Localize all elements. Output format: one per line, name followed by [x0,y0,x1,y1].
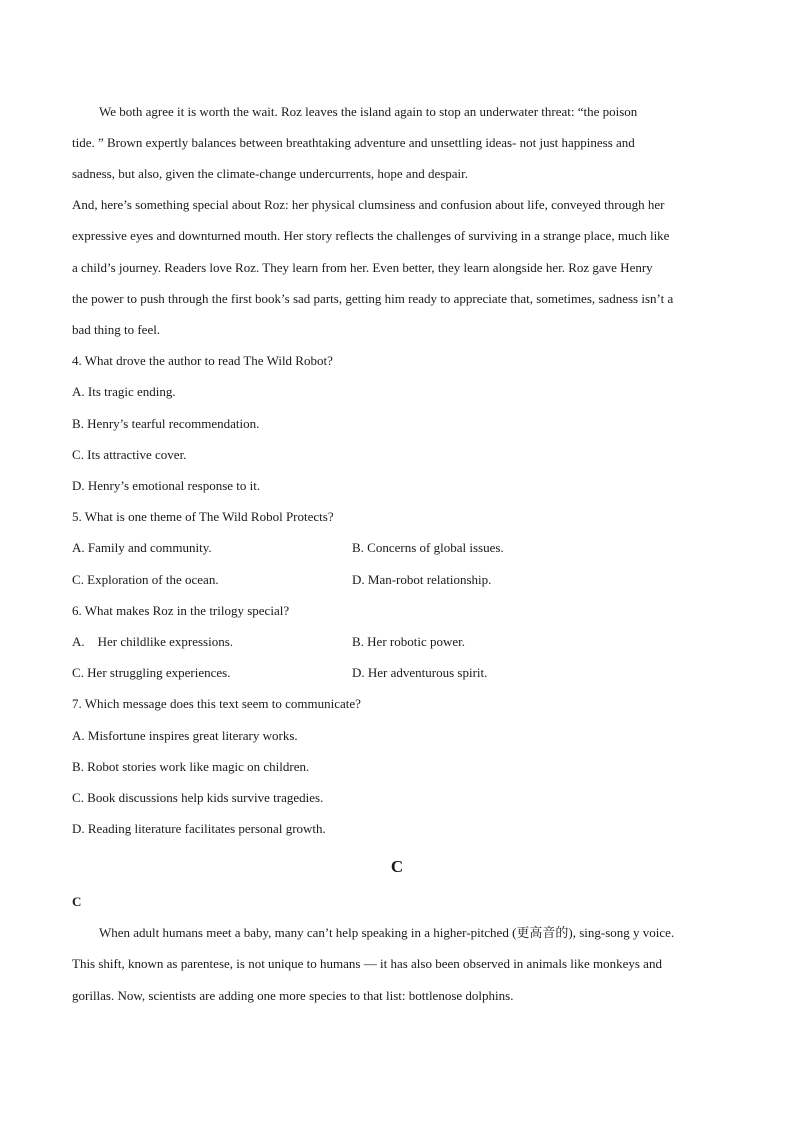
question-5-option-c: C. Exploration of the ocean. [72,572,219,587]
passage-line: gorillas. Now, scientists are adding one more species to that list: bottlenose dolphins. [72,988,514,1003]
question-6-options-row-2 [72,665,732,681]
passage-line: tide. ” Brown expertly balances between breathtaking adventure and unsettling ideas- not just happiness and [72,135,635,150]
question-6-option-b: B. Her robotic power. [352,634,466,649]
question-5-option-b: B. Concerns of global issues. [352,540,504,555]
passage-line: expressive eyes and downturned mouth. Her story reflects the challenges of surviving in a strange place, much like [72,228,670,243]
question-stem-6: 6. What makes Roz in the trilogy special? [72,603,290,618]
section-subheading: C [72,894,82,909]
section-heading: C [390,857,404,876]
question-7-option-c: C. Book discussions help kids survive tragedies. [72,790,324,805]
question-7-option-a: A. Misfortune inspires great literary works. [72,728,298,743]
passage-line: When adult humans meet a baby, many can’t help speaking in a higher-pitched (更高音的), sing-song y voice. [99,925,675,940]
question-5-option-a: A. Family and community. [72,540,212,555]
passage-line: We both agree it is worth the wait. Roz leaves the island again to stop an underwater threat: “the poison [99,104,638,119]
question-4-option-c: C. Its attractive cover. [72,447,187,462]
passage-line: bad thing to feel. [72,322,161,337]
question-stem-7: 7. Which message does this text seem to communicate? [72,696,361,711]
question-5-option-d: D. Man-robot relationship. [352,572,492,587]
passage-line: And, here’s something special about Roz: her physical clumsiness and confusion about life, conveyed through her [72,197,665,212]
question-stem-4: 4. What drove the author to read The Wild Robot? [72,353,333,368]
question-5-options-row-2 [72,572,732,588]
question-4-option-b: B. Henry’s tearful recommendation. [72,416,260,431]
question-6-options-row-1 [72,634,732,650]
question-6-option-a: A. Her childlike expressions. [72,634,234,649]
question-6-option-c: C. Her struggling experiences. [72,665,231,680]
question-stem-5: 5. What is one theme of The Wild Robol Protects? [72,509,334,524]
question-4-option-a: A. Its tragic ending. [72,384,176,399]
passage-line: a child’s journey. Readers love Roz. They learn from her. Even better, they learn alongside her. Roz gave Henry [72,260,653,275]
question-5-options-row-1 [72,540,732,556]
question-7-option-d: D. Reading literature facilitates personal growth. [72,821,326,836]
passage-line: sadness, but also, given the climate-change undercurrents, hope and despair. [72,166,469,181]
passage-line: This shift, known as parentese, is not unique to humans — it has also been observed in animals like monkeys and [72,956,662,971]
question-7-option-b: B. Robot stories work like magic on children. [72,759,310,774]
passage-line: the power to push through the first book’s sad parts, getting him ready to appreciate that, sometimes, sadness isn’t a [72,291,674,306]
question-6-option-d: D. Her adventurous spirit. [352,665,488,680]
question-4-option-d: D. Henry’s emotional response to it. [72,478,261,493]
